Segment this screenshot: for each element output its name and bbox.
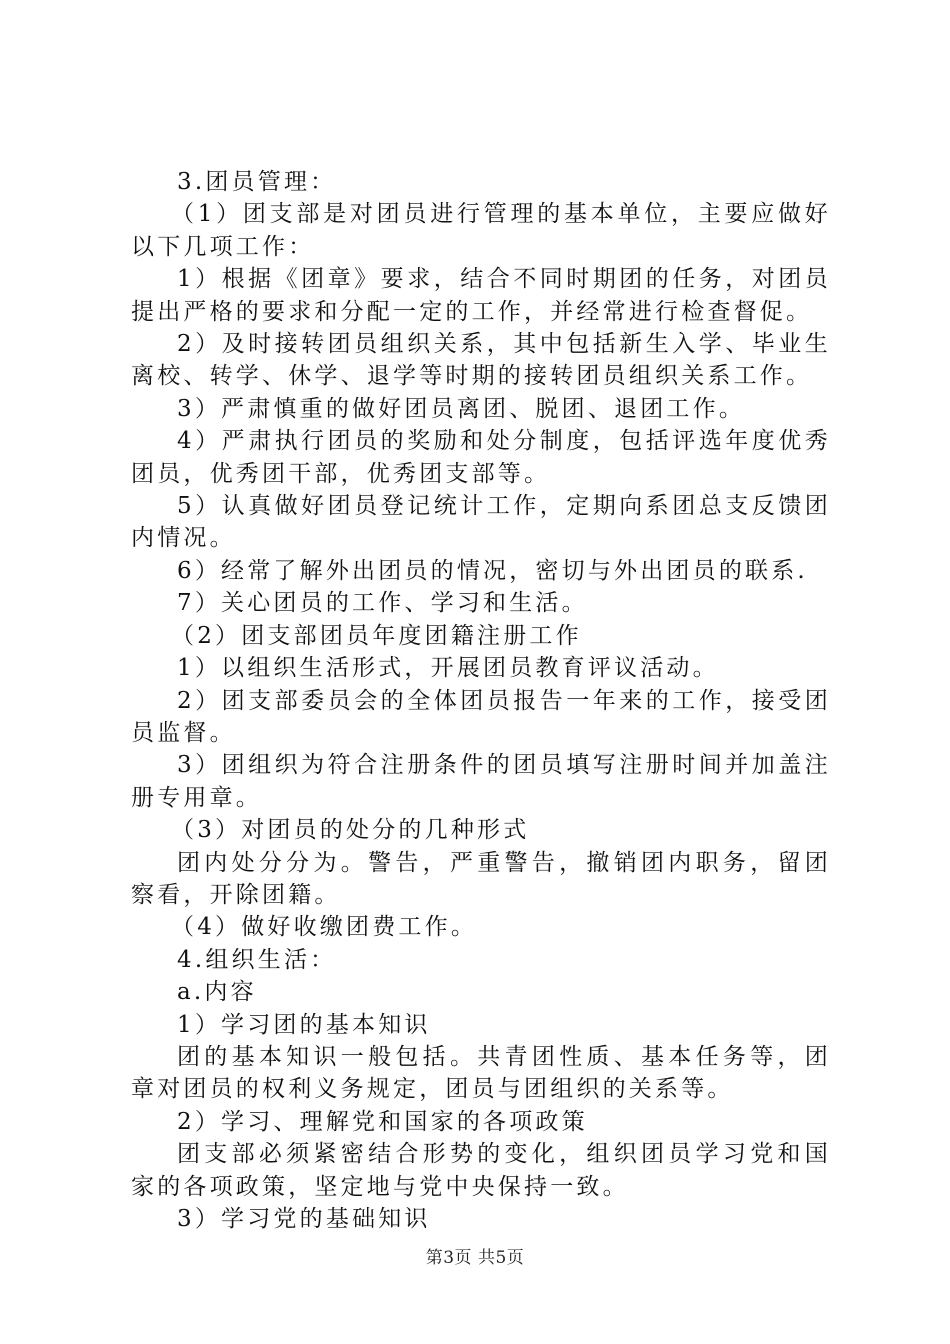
paragraph: 1）学习团的基本知识 <box>177 1011 431 1038</box>
paragraph: 3）学习党的基础知识 <box>177 1206 431 1232</box>
paragraph: 1）根据《团章》要求，结合不同时期团的任务，对团员提出严格的要求和分配一定的工作，并经常进行检查督促。 <box>131 266 831 325</box>
paragraph: （1）团支部是对团员进行管理的基本单位，主要应做好以下几项工作： <box>131 201 831 260</box>
paragraph: （2）团支部团员年度团籍注册工作 <box>171 622 582 649</box>
paragraph: 6）经常了解外出团员的情况，密切与外出团员的联系. <box>177 557 808 584</box>
paragraph: 团支部必须紧密结合形势的变化，组织团员学习党和国家的各项政策，坚定地与党中央保持一致。 <box>131 1141 831 1200</box>
paragraph: 4.组织生活： <box>177 946 337 973</box>
paragraph: 5）认真做好团员登记统计工作，定期向系团总支反馈团内情况。 <box>131 493 831 552</box>
paragraph: 3）严肃慎重的做好团员离团、脱团、退团工作。 <box>177 395 746 422</box>
paragraph: a.内容 <box>177 979 257 1006</box>
paragraph: 3）团组织为符合注册条件的团员填写注册时间并加盖注册专用章。 <box>131 752 831 811</box>
paragraph: 团的基本知识一般包括。共青团性质、基本任务等，团章对团员的权利义务规定，团员与团组织的关系等。 <box>131 1043 831 1103</box>
paragraph: 团内处分分为。警告，严重警告，撤销团内职务，留团察看，开除团籍。 <box>131 849 831 908</box>
paragraph: （3）对团员的处分的几种形式 <box>171 817 530 844</box>
paragraph: 2）及时接转团员组织关系，其中包括新生入学、毕业生离校、转学、休学、退学等时期的接转团员组织关系工作。 <box>131 331 831 390</box>
page-footer <box>0 1243 950 1268</box>
paragraph: 2）学习、理解党和国家的各项政策 <box>177 1108 588 1135</box>
paragraph: 3.团员管理： <box>177 169 337 195</box>
paragraph: 1）以组织生活形式，开展团员教育评议活动。 <box>177 655 719 682</box>
paragraph: 2）团支部委员会的全体团员报告一年来的工作，接受团员监督。 <box>131 687 831 746</box>
paragraph: 7）关心团员的工作、学习和生活。 <box>177 590 588 617</box>
page-number: 第3页 共5页 <box>425 1248 525 1268</box>
paragraph: 4）严肃执行团员的奖励和处分制度，包括评选年度优秀团员，优秀团干部，优秀团支部等。 <box>131 428 831 487</box>
paragraph: （4）做好收缴团费工作。 <box>171 914 478 941</box>
document-body <box>131 166 831 1235</box>
